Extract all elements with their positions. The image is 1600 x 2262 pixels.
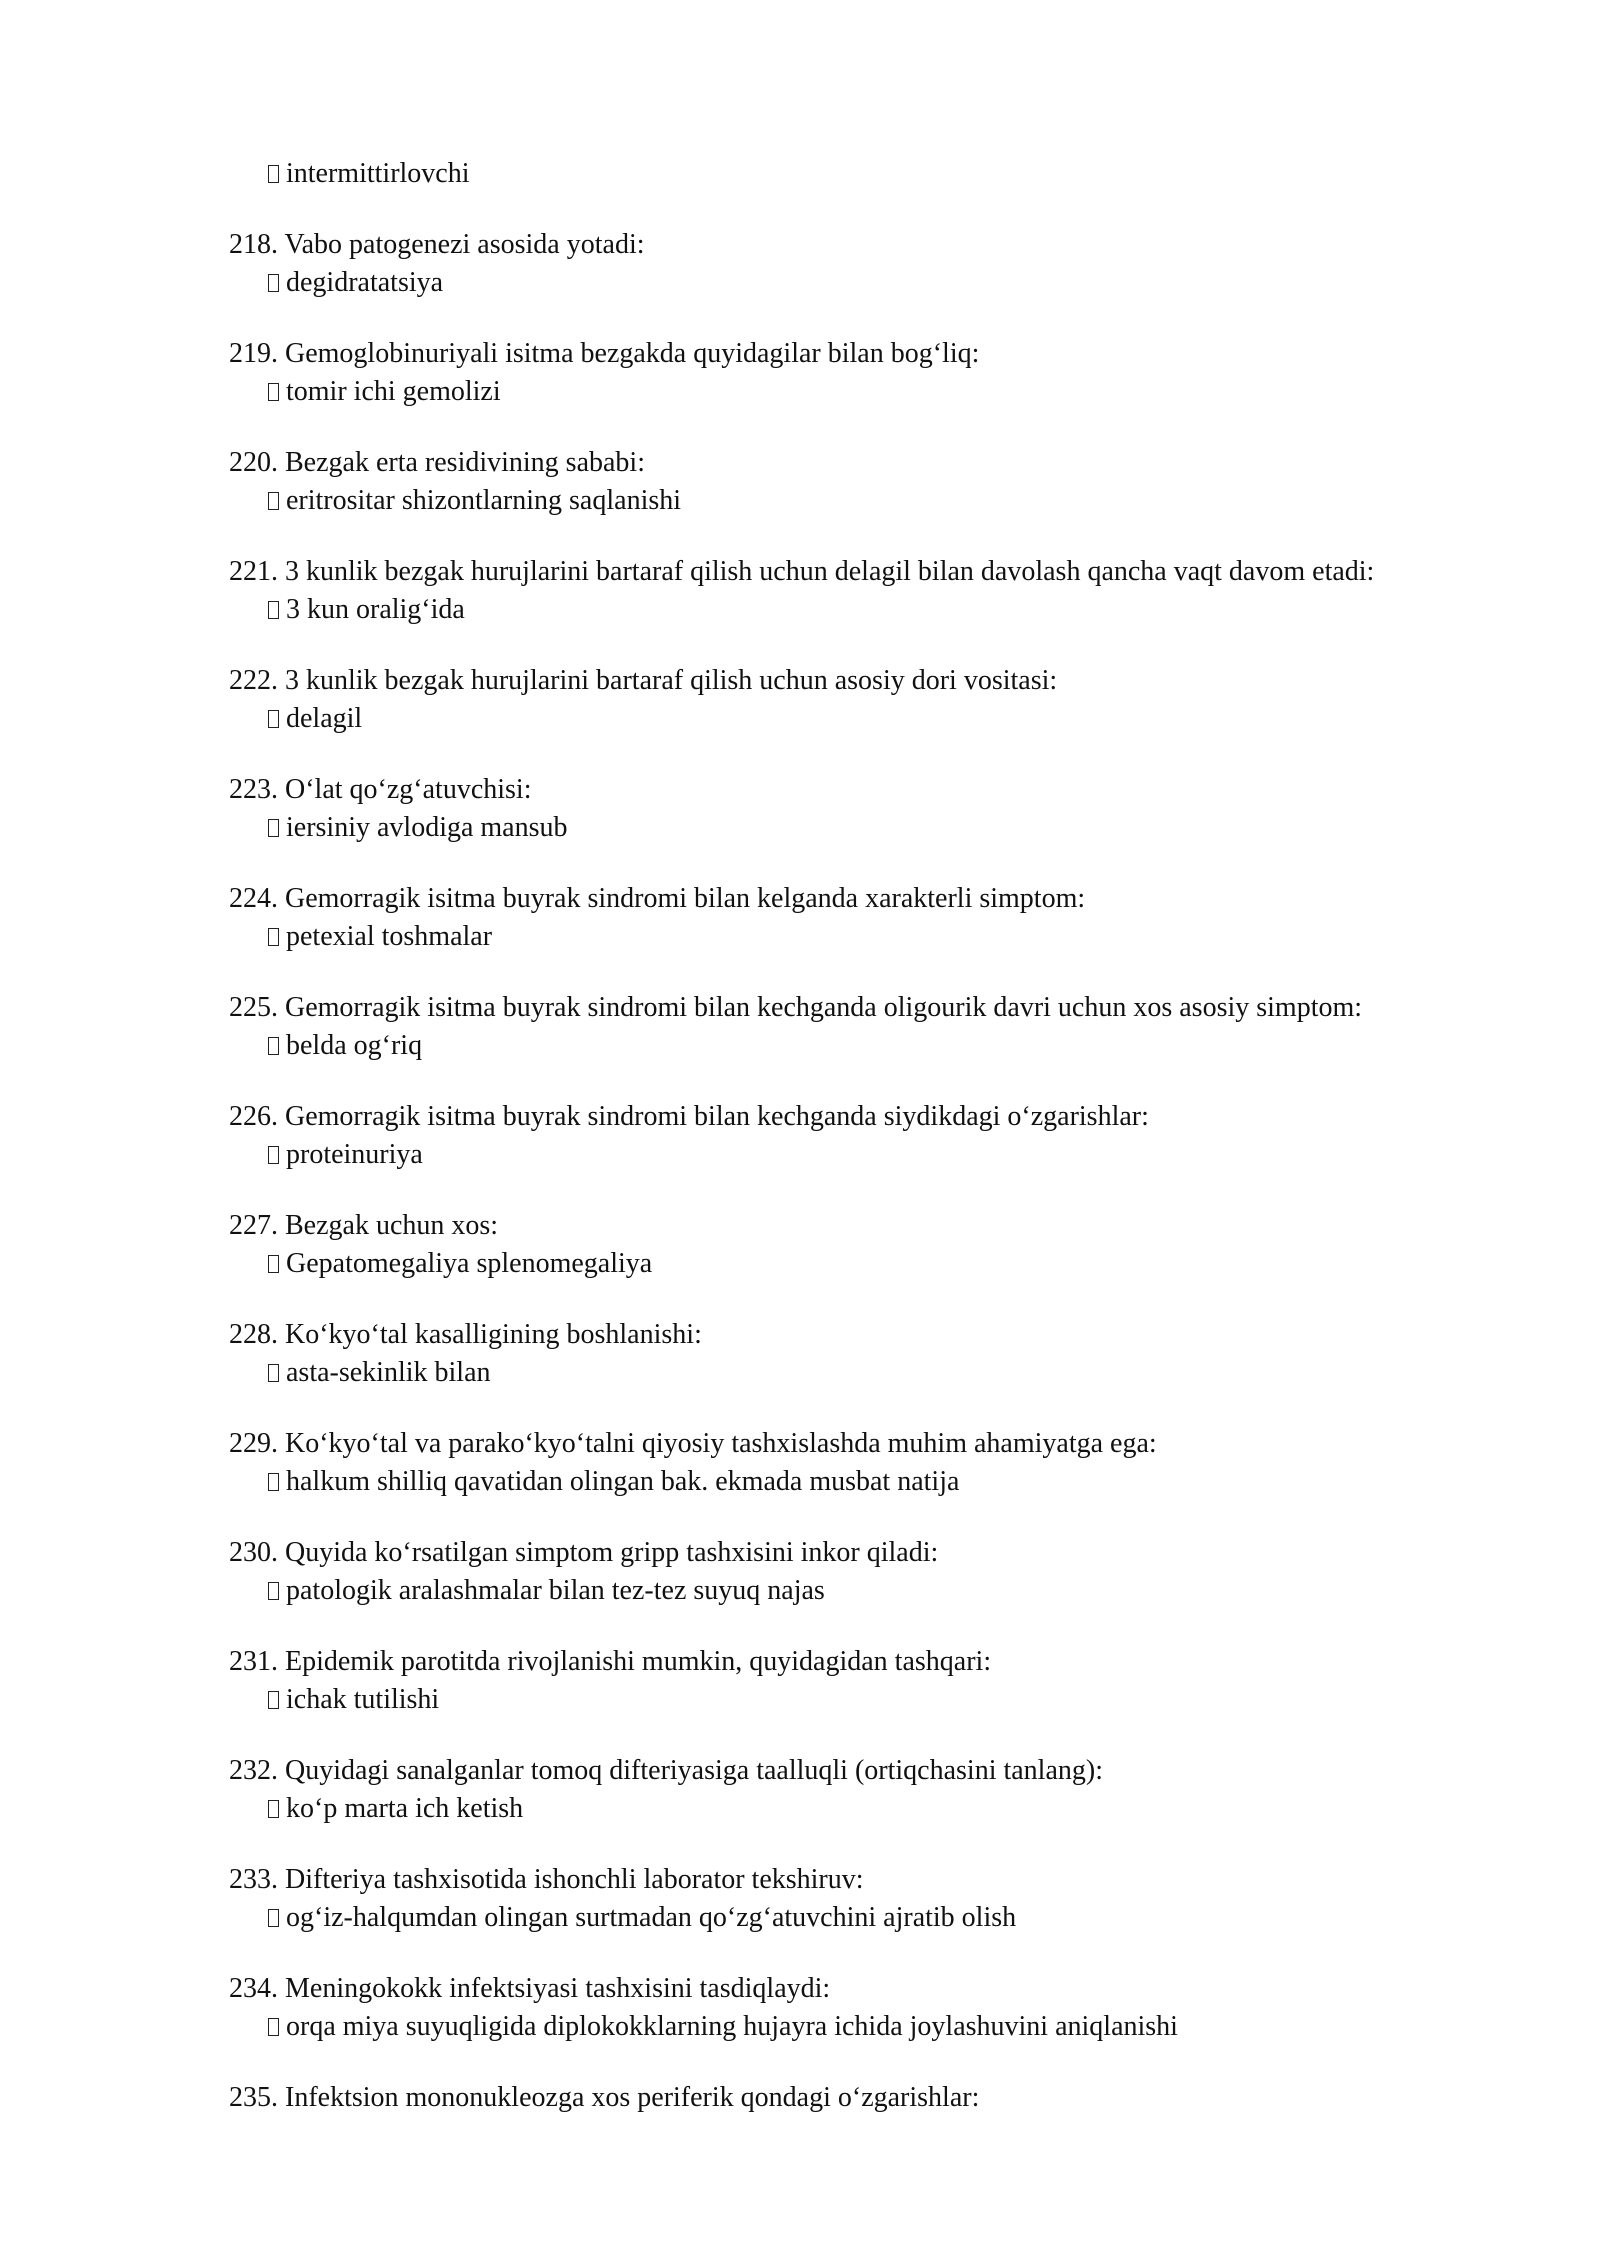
question-text: 229. Ko‘kyo‘tal va parako‘kyo‘talni qiyosiy tashxislashda muhim ahamiyatga ega: [229, 1428, 1157, 1459]
answer-text: patologik aralashmalar bilan tez-tez suyuq najas [286, 1575, 825, 1606]
question-line [229, 444, 645, 482]
answer-text: intermittirlovchi [286, 158, 470, 189]
answer-line [268, 1245, 652, 1283]
answer-text: asta-sekinlik bilan [286, 1357, 491, 1388]
answer-text: belda og‘riq [286, 1030, 423, 1061]
checkbox-icon [268, 928, 279, 946]
question-line [229, 989, 1362, 1027]
checkbox-icon [268, 601, 279, 619]
checkbox-icon [268, 710, 279, 728]
checkbox-icon [268, 1582, 279, 1600]
answer-text: og‘iz-halqumdan olingan surtmadan qo‘zg‘atuvchini ajratib olish [286, 1902, 1017, 1933]
question-line [229, 1970, 830, 2008]
checkbox-icon [268, 819, 279, 837]
question-line [229, 335, 979, 373]
question-line [229, 771, 531, 809]
question-text: 219. Gemoglobinuriyali isitma bezgakda quyidagilar bilan bog‘liq: [229, 338, 980, 369]
answer-line [268, 1136, 423, 1174]
question-line [229, 1861, 864, 1899]
checkbox-icon [268, 1800, 279, 1818]
question-line [229, 226, 645, 264]
question-line [229, 1752, 1103, 1790]
answer-line [268, 264, 443, 302]
checkbox-icon [268, 1364, 279, 1382]
question-line [229, 1643, 991, 1681]
question-text: 218. Vabo patogenezi asosida yotadi: [229, 229, 645, 260]
answer-text: iersiniy avlodiga mansub [286, 812, 568, 843]
answer-text: tomir ichi gemolizi [286, 376, 501, 407]
answer-line [268, 1790, 523, 1828]
question-text: 224. Gemorragik isitma buyrak sindromi bilan kelganda xarakterli simptom: [229, 883, 1086, 914]
checkbox-icon [268, 2018, 279, 2036]
answer-line [268, 1681, 439, 1719]
checkbox-icon [268, 1255, 279, 1273]
checkbox-icon [268, 1473, 279, 1491]
question-text: 226. Gemorragik isitma buyrak sindromi bilan kechganda siydikdagi o‘zgarishlar: [229, 1101, 1149, 1132]
question-text: 221. 3 kunlik bezgak hurujlarini bartaraf qilish uchun delagil bilan davolash qancha vaqt davom etadi: [229, 556, 1375, 587]
answer-text: petexial toshmalar [286, 921, 493, 952]
answer-line [268, 1463, 959, 1501]
answer-line [268, 591, 465, 629]
question-text: 232. Quyidagi sanalganlar tomoq difteriyasiga taalluqli (ortiqchasini tanlang): [229, 1755, 1103, 1786]
checkbox-icon [268, 1037, 279, 1055]
question-text: 222. 3 kunlik bezgak hurujlarini bartaraf qilish uchun asosiy dori vositasi: [229, 665, 1058, 696]
question-line [229, 2079, 979, 2117]
answer-line [268, 809, 568, 847]
answer-text: delagil [286, 703, 363, 734]
answer-line [268, 2008, 1178, 2046]
answer-text: halkum shilliq qavatidan olingan bak. ekmada musbat natija [286, 1466, 960, 1497]
question-line [229, 662, 1057, 700]
answer-line [268, 1572, 825, 1610]
question-line [229, 1207, 498, 1245]
question-text: 231. Epidemik parotitda rivojlanishi mumkin, quyidagidan tashqari: [229, 1646, 992, 1677]
answer-text: degidratatsiya [286, 267, 444, 298]
question-line [229, 1316, 702, 1354]
answer-text: ichak tutilishi [286, 1684, 440, 1715]
question-text: 234. Meningokokk infektsiyasi tashxisini tasdiqlaydi: [229, 1973, 831, 2004]
answer-text: ko‘p marta ich ketish [286, 1793, 524, 1824]
question-text: 230. Quyida ko‘rsatilgan simptom gripp tashxisini inkor qiladi: [229, 1537, 939, 1568]
question-line [229, 1425, 1157, 1463]
answer-line [268, 373, 501, 411]
answer-line [268, 1027, 422, 1065]
question-line [229, 1098, 1149, 1136]
checkbox-icon [268, 274, 279, 292]
answer-text: eritrositar shizontlarning saqlanishi [286, 485, 682, 516]
answer-text: orqa miya suyuqligida diplokokklarning hujayra ichida joylashuvini aniqlanishi [286, 2011, 1178, 2042]
answer-text: Gepatomegaliya splenomegaliya [286, 1248, 653, 1279]
question-line [229, 1534, 938, 1572]
answer-line [268, 482, 681, 520]
question-text: 228. Ko‘kyo‘tal kasalligining boshlanishi: [229, 1319, 702, 1350]
question-text: 227. Bezgak uchun xos: [229, 1210, 499, 1241]
question-line [229, 553, 1374, 591]
checkbox-icon [268, 383, 279, 401]
answer-line [268, 918, 492, 956]
checkbox-icon [268, 1146, 279, 1164]
answer-text: 3 kun oralig‘ida [286, 594, 465, 625]
question-text: 220. Bezgak erta residivining sababi: [229, 447, 645, 478]
checkbox-icon [268, 165, 279, 183]
question-line [229, 880, 1085, 918]
answer-line [268, 155, 470, 193]
question-text: 223. O‘lat qo‘zg‘atuvchisi: [229, 774, 532, 805]
answer-line [268, 1899, 1016, 1937]
answer-line [268, 700, 362, 738]
checkbox-icon [268, 1909, 279, 1927]
answer-line [268, 1354, 491, 1392]
question-text: 233. Difteriya tashxisotida ishonchli laborator tekshiruv: [229, 1864, 864, 1895]
question-text: 225. Gemorragik isitma buyrak sindromi bilan kechganda oligourik davri uchun xos asosiy simptom: [229, 992, 1363, 1023]
checkbox-icon [268, 492, 279, 510]
answer-text: proteinuriya [286, 1139, 423, 1170]
checkbox-icon [268, 1691, 279, 1709]
question-text: 235. Infektsion mononukleozga xos periferik qondagi o‘zgarishlar: [229, 2082, 980, 2113]
